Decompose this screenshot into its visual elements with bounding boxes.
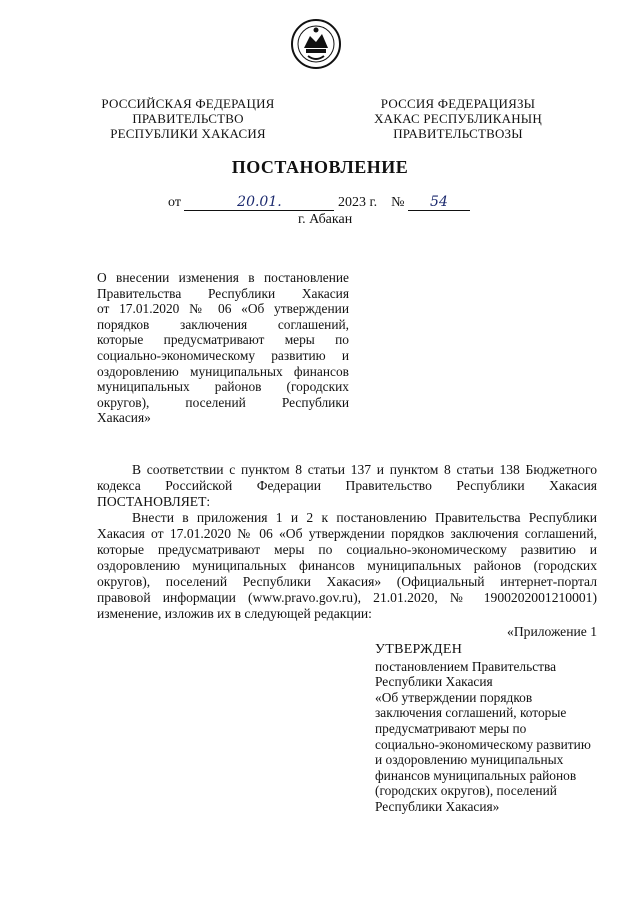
- document-title: ПОСТАНОВЛЕНИЕ: [231, 157, 409, 177]
- header-right: [358, 96, 558, 141]
- approved-heading: УТВЕРЖДЕН: [375, 642, 463, 657]
- header-right-line: ХАКАС РЕСПУБЛИКАНЫҢ: [374, 111, 542, 126]
- subject-line: социально-экономическому развитию и: [97, 347, 349, 363]
- paragraph2-line: округов), поселений Республики Хакасия» (Официальный интернет-портал: [97, 574, 597, 589]
- city: г. Абакан: [298, 212, 353, 227]
- subject-line: оздоровлению муниципальных финансов: [97, 363, 349, 379]
- approved-line: финансов муниципальных районов: [375, 767, 577, 783]
- subject-line: Хакасия»: [97, 410, 151, 426]
- header-left-line: РЕСПУБЛИКИ ХАКАСИЯ: [110, 126, 266, 141]
- date-prefix: от: [168, 195, 181, 210]
- approved-line: (городских округов), поселений: [375, 783, 557, 799]
- subject-block: [97, 270, 349, 426]
- subject-line: порядков заключения соглашений,: [97, 316, 349, 332]
- date-line: [168, 194, 470, 211]
- body-text: [97, 462, 597, 622]
- header-left-line: РОССИЙСКАЯ ФЕДЕРАЦИЯ: [101, 96, 275, 111]
- approved-line: заключения соглашений, которые: [375, 705, 567, 721]
- subject-line: от 17.01.2020 № 06 «Об утверждении: [97, 301, 349, 317]
- paragraph2-line: оздоровлению муниципальных финансов муниципальных районов (городских: [97, 558, 597, 573]
- header-left: [88, 96, 288, 141]
- paragraph1-line: кодекса Российской Федерации Правительство Республики Хакасия: [97, 478, 597, 493]
- approved-line: социально-экономическому развитию: [375, 736, 591, 752]
- paragraph1-line: ПОСТАНОВЛЯЕТ:: [97, 494, 211, 509]
- date-year: 2023 г.: [337, 195, 378, 210]
- subject-line: муниципальных районов (городских: [97, 379, 349, 395]
- subject-line: округов), поселений Республики: [97, 394, 349, 410]
- header-left-line: ПРАВИТЕЛЬСТВО: [132, 111, 244, 126]
- paragraph2-line: Внести в приложения 1 и 2 к постановлению Правительства Республики: [132, 510, 597, 525]
- header-right-line: РОССИЯ ФЕДЕРАЦИЯЗЫ: [380, 96, 536, 111]
- approved-line: «Об утверждении порядков: [375, 689, 533, 705]
- paragraph2-line: которые предусматривают меры по социально-экономическому развитию и: [97, 542, 597, 557]
- approved-line: предусматривают меры по: [375, 720, 527, 736]
- paragraph2-line: Хакасия от 17.01.2020 № 06 «Об утверждении порядков заключения соглашений,: [97, 526, 597, 541]
- approved-line: и оздоровлению муниципальных: [375, 752, 564, 768]
- approved-line: постановлением Правительства: [375, 658, 557, 674]
- paragraph2-line: правовой информации (www.pravo.gov.ru), 21.01.2020, № 1900202001210001): [97, 590, 597, 605]
- handwritten-date: 20.01.: [184, 194, 334, 211]
- approved-line: Республики Хакасия»: [375, 798, 500, 814]
- approved-line: Республики Хакасия: [375, 674, 493, 690]
- header-right-line: ПРАВИТЕЛЬСТВОЗЫ: [393, 126, 523, 141]
- subject-line: Правительства Республики Хакасия: [97, 285, 349, 301]
- number-sign: №: [391, 195, 405, 210]
- handwritten-number: 54: [408, 194, 470, 211]
- approved-block: [375, 642, 605, 815]
- subject-line: О внесении изменения в постановление: [97, 270, 349, 285]
- appendix-label: «Приложение 1: [507, 624, 597, 639]
- subject-line: которые предусматривают меры по: [97, 332, 349, 348]
- paragraph2-line: изменение, изложив их в следующей редакции:: [97, 606, 372, 621]
- paragraph1-line: В соответствии с пунктом 8 статьи 137 и пунктом 8 статьи 138 Бюджетного: [132, 462, 597, 477]
- coat-of-arms-icon: [290, 18, 342, 70]
